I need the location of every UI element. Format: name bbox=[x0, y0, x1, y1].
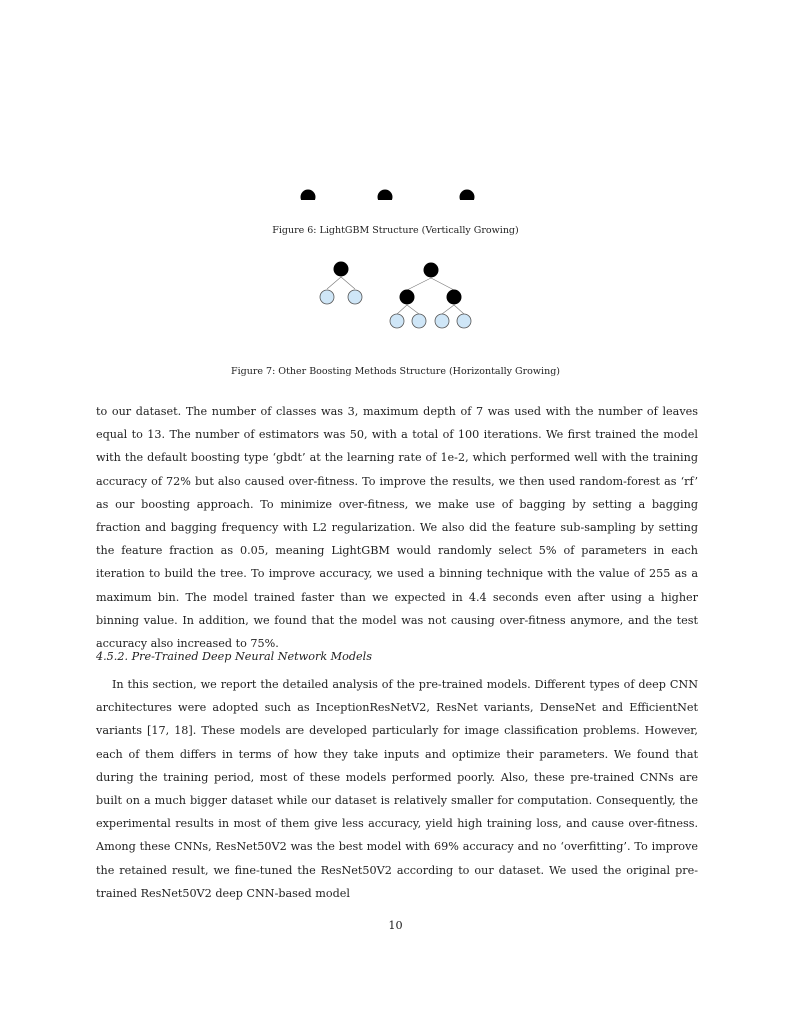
figure-6-caption: Figure 6: LightGBM Structure (Vertically Growing) bbox=[272, 225, 519, 236]
figure-6-diagram bbox=[0, 90, 791, 200]
tree-b bbox=[390, 263, 471, 329]
tree-1 bbox=[287, 190, 330, 201]
figure-7-caption: Figure 7: Other Boosting Methods Structure (Horizontally Growing) bbox=[231, 366, 560, 377]
figure-7-diagram bbox=[0, 255, 791, 340]
paragraph-2-text: In this section, we report the detailed analysis of the pre-trained models. Different types of deep CNN architectures were adopted such as InceptionResNetV2, ResNet variants, DenseNet and EfficientNet variants [17, 18]. These models are developed particularly for image classification problems. However, each of them differs in terms of how they take inputs and optimize their parameters. We found that during the training period, most of these models performed poorly. Also, these pre-trained CNNs are built on a much bigger dataset while our dataset is relatively smaller for computation. Consequently, the experimental results in most of them give less accuracy, yield high training loss, and cause over-fitness. Among these CNNs, ResNet50V2 was the best model with 69% accuracy and no ‘overfitting’. To improve the retained result, we fine-tuned the ResNet50V2 according to our dataset. We used the original pre-trained ResNet50V2 deep CNN-based model bbox=[96, 678, 698, 900]
page-number: 10 bbox=[388, 919, 403, 932]
tree-3 bbox=[441, 190, 504, 201]
figure-6 bbox=[0, 90, 791, 200]
paragraph-2 bbox=[96, 673, 698, 905]
tree-2 bbox=[357, 190, 403, 201]
figure-7 bbox=[0, 255, 791, 340]
subsection-title: 4.5.2. Pre-Trained Deep Neural Network Models bbox=[96, 650, 372, 663]
tree-a bbox=[320, 262, 362, 305]
paragraph-1 bbox=[96, 400, 698, 655]
paragraph-1-text: to our dataset. The number of classes was 3, maximum depth of 7 was used with the number of leaves equal to 13. The number of estimators was 50, with a total of 100 iterations. We first trained the model with the default boosting type ‘gbdt’ at the learning rate of 1e-2, which performed well with the training accuracy of 72% but also caused over-fitness. To improve the results, we then used random-forest as ‘rf’ as our boosting approach. To minimize over-fitness, we make use of bagging by setting a bagging fraction and bagging frequency with L2 regularization. We also did the feature sub-sampling by setting the feature fraction as 0.05, meaning LightGBM would randomly select 5% of parameters in each iteration to build the tree. To improve accuracy, we used a binning technique with the value of 255 as a maximum bin. The model trained faster than we expected in 4.4 seconds even after using a higher binning value. In addition, we found that the model was not causing over-fitness anymore, and the test accuracy also increased to 75%. bbox=[96, 405, 698, 651]
